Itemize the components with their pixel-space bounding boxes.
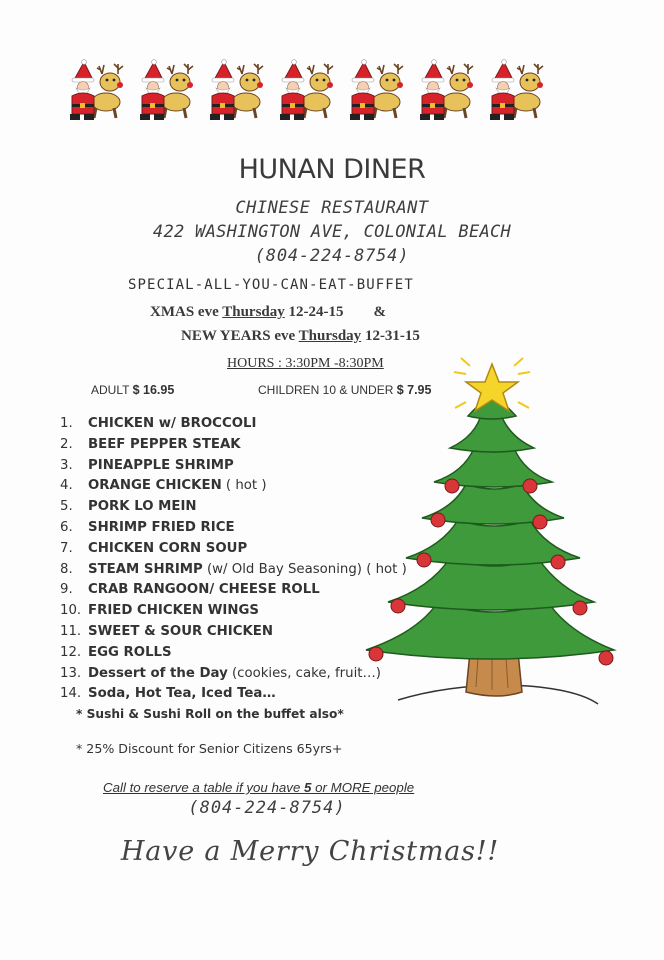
ampersand: & <box>373 304 386 320</box>
item-name: PORK LO MEIN <box>88 499 197 515</box>
item-name: EGG ROLLS <box>88 644 172 660</box>
reserve-note <box>103 780 414 795</box>
newyears-label: NEW YEARS eve <box>181 328 299 344</box>
santa-reindeer-icon <box>486 58 550 124</box>
reserve-prefix: Call to reserve a table if you have <box>103 780 305 795</box>
item-number: 11. <box>60 623 82 639</box>
restaurant-subtitle: CHINESE RESTAURANT <box>235 198 429 218</box>
xmas-label: XMAS eve <box>150 304 223 320</box>
item-name: FRIED CHICKEN WINGS <box>88 603 259 619</box>
xmas-date-line <box>150 304 386 321</box>
list-item <box>60 601 407 622</box>
sushi-note: * Sushi & Sushi Roll on the buffet also* <box>76 707 344 721</box>
hours-text: HOURS : 3:30PM -8:30PM <box>227 356 384 371</box>
item-name: Dessert of the Day <box>88 665 228 681</box>
xmas-date: 12-24-15 <box>284 304 344 320</box>
children-amount: $ 7.95 <box>396 383 432 397</box>
christmas-tree-icon <box>358 352 622 712</box>
children-label: CHILDREN 10 & UNDER <box>258 383 397 397</box>
item-number: 14. <box>60 686 82 702</box>
decoration-row <box>66 58 566 126</box>
list-item <box>60 497 407 518</box>
item-name: SHRIMP FRIED RICE <box>88 519 235 535</box>
greeting: Have a Merry Christmas!! <box>120 836 500 867</box>
item-number: 1. <box>60 416 73 431</box>
newyears-day: Thursday <box>298 328 362 344</box>
item-number: 8. <box>60 561 73 577</box>
item-number: 13. <box>60 665 82 681</box>
menu-list <box>60 414 407 705</box>
item-note: ( hot ) <box>221 478 267 494</box>
santa-reindeer-icon <box>206 58 270 124</box>
buffet-heading: SPECIAL-ALL-YOU-CAN-EAT-BUFFET <box>128 277 414 293</box>
newyears-date: 12-31-15 <box>361 328 420 344</box>
item-number: 3. <box>60 457 73 473</box>
xmas-day: Thursday <box>222 304 285 320</box>
adult-label: ADULT <box>91 383 133 397</box>
item-number: 2. <box>60 436 73 452</box>
reserve-count: 5 <box>304 780 312 795</box>
newyears-date-line <box>181 328 420 345</box>
item-name: STEAM SHRIMP <box>88 561 203 577</box>
item-number: 9. <box>60 582 73 598</box>
item-number: 12. <box>60 644 82 660</box>
item-name: ORANGE CHICKEN <box>88 478 222 494</box>
list-item <box>60 414 407 435</box>
item-name: SWEET & SOUR CHICKEN <box>88 623 273 639</box>
santa-reindeer-icon <box>416 58 480 124</box>
item-name: BEEF PEPPER STEAK <box>88 436 241 452</box>
item-number: 7. <box>60 540 73 556</box>
item-number: 4. <box>60 478 73 494</box>
item-number: 6. <box>60 519 73 535</box>
item-name: CHICKEN CORN SOUP <box>88 540 248 556</box>
list-item <box>60 560 407 581</box>
item-name: CRAB RANGOON/ CHEESE ROLL <box>88 582 320 598</box>
adult-amount: $ 16.95 <box>132 383 175 397</box>
item-name: PINEAPPLE SHRIMP <box>88 457 234 473</box>
santa-reindeer-icon <box>346 58 410 124</box>
item-number: 5. <box>60 499 73 515</box>
list-item <box>60 684 407 705</box>
item-note: (w/ Old Bay Seasoning) ( hot ) <box>202 561 407 577</box>
list-item <box>60 580 407 601</box>
item-number: 10. <box>60 603 82 619</box>
item-name: CHICKEN w/ BROCCOLI <box>88 416 257 431</box>
list-item <box>60 518 407 539</box>
list-item <box>60 539 407 560</box>
santa-reindeer-icon <box>66 58 130 124</box>
santa-reindeer-icon <box>136 58 200 124</box>
restaurant-address: 422 WASHINGTON AVE, COLONIAL BEACH <box>152 222 512 242</box>
santa-reindeer-icon <box>276 58 340 124</box>
list-item <box>60 435 407 456</box>
reserve-phone: (804-224-8754) <box>188 798 346 818</box>
list-item <box>60 456 407 477</box>
list-item <box>60 622 407 643</box>
adult-price <box>91 383 174 397</box>
senior-discount-note: * 25% Discount for Senior Citizens 65yrs+ <box>76 741 343 756</box>
restaurant-title: HUNAN DINER <box>238 154 426 185</box>
restaurant-phone: (804-224-8754) <box>254 246 410 266</box>
reserve-suffix: or MORE people <box>311 780 415 795</box>
list-item <box>60 643 407 664</box>
item-name: Soda, Hot Tea, Iced Tea… <box>88 686 276 702</box>
list-item <box>60 664 407 685</box>
item-note: (cookies, cake, fruit…) <box>227 665 381 681</box>
list-item <box>60 476 407 497</box>
